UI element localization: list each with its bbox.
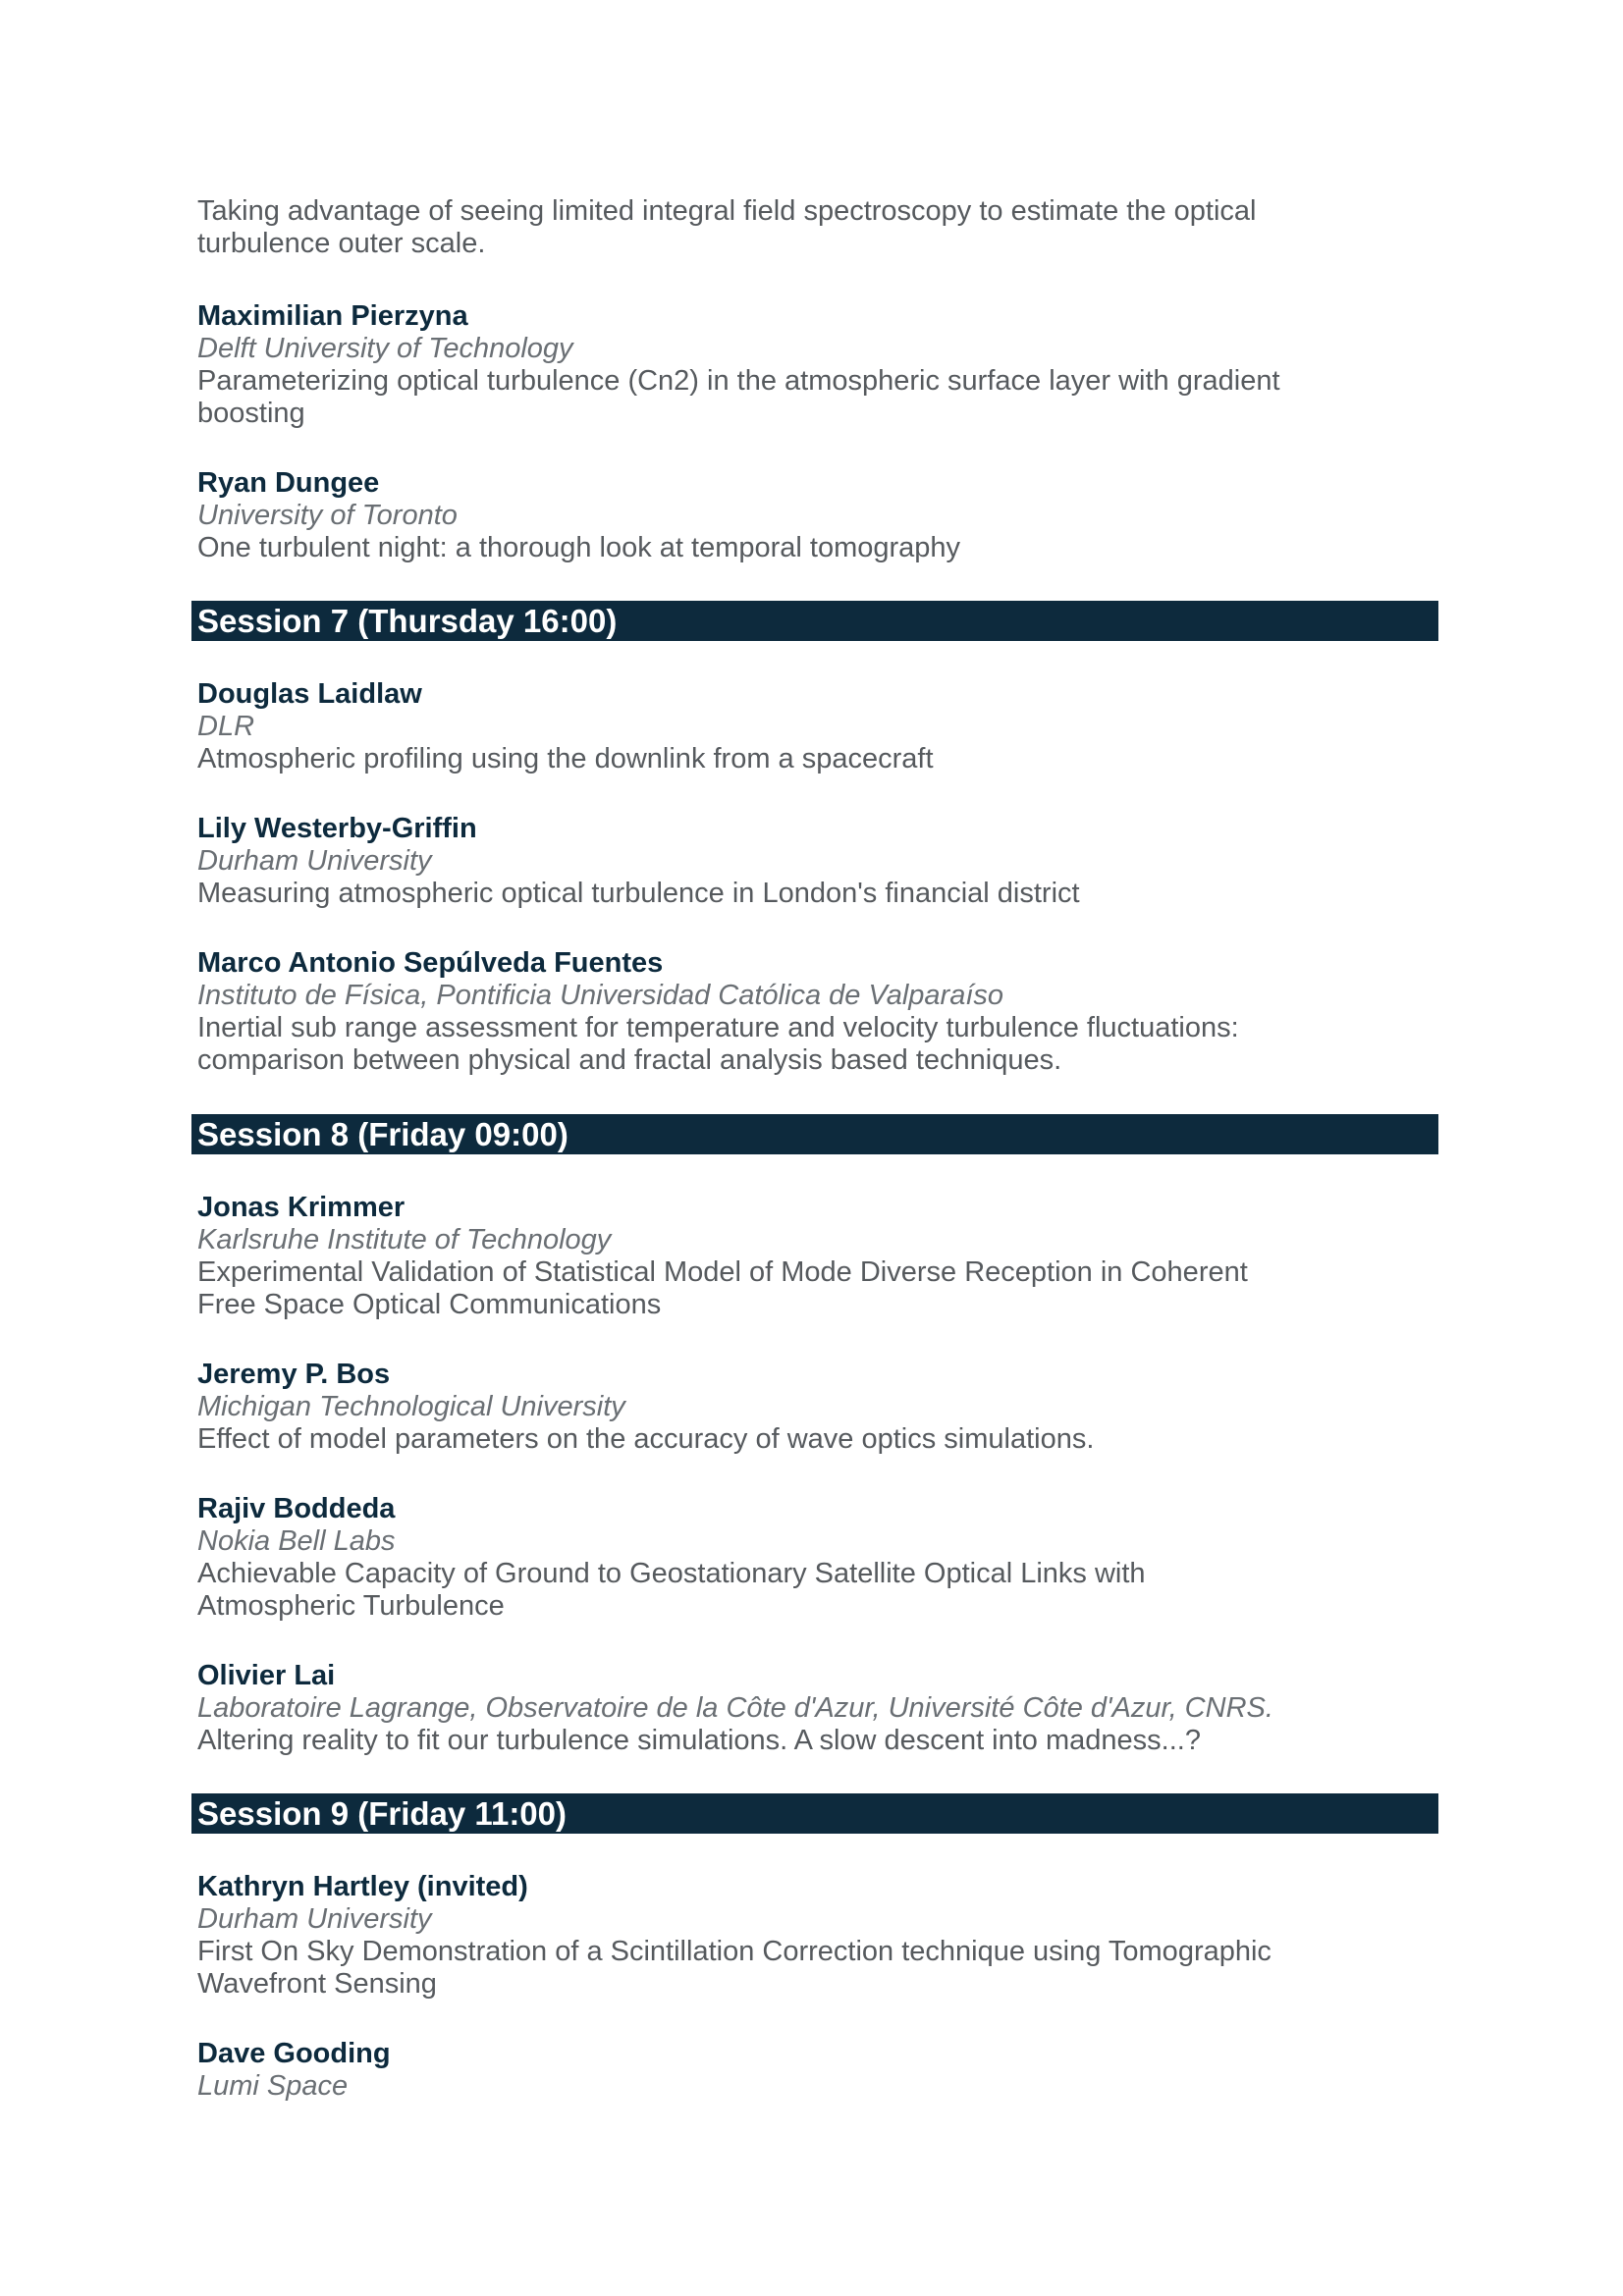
talk-title-line: Altering reality to fit our turbulence simulations. A slow descent into madness...? xyxy=(197,1725,1201,1756)
speaker-name: Kathryn Hartley (invited) xyxy=(197,1871,528,1902)
talk-entry xyxy=(197,1871,1444,2001)
speaker-name: Maximilian Pierzyna xyxy=(197,300,468,332)
talk-title-line: Wavefront Sensing xyxy=(197,1968,437,2000)
talk-entry xyxy=(197,300,1444,430)
talk-title-line: Experimental Validation of Statistical Model of Mode Diverse Reception in Coherent xyxy=(197,1256,1248,1288)
talk-entry xyxy=(197,1192,1444,1321)
speaker-name: Jeremy P. Bos xyxy=(197,1359,391,1390)
talk-entry xyxy=(197,678,1444,775)
title-line: Taking advantage of seeing limited integral field spectroscopy to estimate the optical xyxy=(197,195,1257,227)
speaker-affiliation: Instituto de Física, Pontificia Universidad Católica de Valparaíso xyxy=(197,980,1004,1011)
talk-entry xyxy=(197,467,1444,564)
talk-entry xyxy=(197,1359,1444,1456)
speaker-affiliation: Delft University of Technology xyxy=(197,333,573,364)
talk-title-line: Inertial sub range assessment for temperature and velocity turbulence fluctuations: xyxy=(197,1012,1239,1043)
talk-title-line: Free Space Optical Communications xyxy=(197,1289,662,1320)
speaker-affiliation: Lumi Space xyxy=(197,2070,349,2102)
speaker-affiliation: Durham University xyxy=(197,845,432,877)
speaker-affiliation: University of Toronto xyxy=(197,500,458,531)
speaker-name: Jonas Krimmer xyxy=(197,1192,406,1223)
session-heading: Session 9 (Friday 11:00) xyxy=(191,1793,1438,1834)
speaker-name: Olivier Lai xyxy=(197,1660,336,1691)
talk-entry xyxy=(197,2038,1444,2103)
talk-entry xyxy=(197,813,1444,910)
speaker-affiliation: Karlsruhe Institute of Technology xyxy=(197,1224,612,1255)
speaker-affiliation: Michigan Technological University xyxy=(197,1391,625,1422)
talk-title-line: First On Sky Demonstration of a Scintillation Correction technique using Tomographic xyxy=(197,1936,1271,1967)
speaker-name: Lily Westerby-Griffin xyxy=(197,813,477,844)
talk-title-line: Effect of model parameters on the accuracy of wave optics simulations. xyxy=(197,1423,1095,1455)
speaker-affiliation: Nokia Bell Labs xyxy=(197,1525,396,1557)
talk-title-line: Achievable Capacity of Ground to Geostationary Satellite Optical Links with xyxy=(197,1558,1146,1589)
speaker-name: Rajiv Boddeda xyxy=(197,1493,396,1524)
talk-title-line: comparison between physical and fractal analysis based techniques. xyxy=(197,1044,1062,1076)
talk-entry xyxy=(197,1493,1444,1623)
talk-title-line: boosting xyxy=(197,398,305,429)
speaker-name: Marco Antonio Sepúlveda Fuentes xyxy=(197,947,664,979)
speaker-affiliation: Durham University xyxy=(197,1903,432,1935)
talk-title-line: Parameterizing optical turbulence (Cn2) in the atmospheric surface layer with gradient xyxy=(197,365,1280,397)
talk-title-line: Atmospheric Turbulence xyxy=(197,1590,505,1622)
talk-title-line: One turbulent night: a thorough look at temporal tomography xyxy=(197,532,961,563)
continued-abstract-title xyxy=(197,195,1444,260)
speaker-name: Ryan Dungee xyxy=(197,467,380,499)
speaker-affiliation: DLR xyxy=(197,711,255,742)
speaker-affiliation: Laboratoire Lagrange, Observatoire de la Côte d'Azur, Université Côte d'Azur, CNRS. xyxy=(197,1692,1273,1724)
talk-title-line: Measuring atmospheric optical turbulence in London's financial district xyxy=(197,878,1080,909)
title-line: turbulence outer scale. xyxy=(197,228,486,259)
speaker-name: Dave Gooding xyxy=(197,2038,391,2069)
talk-title-line: Atmospheric profiling using the downlink from a spacecraft xyxy=(197,743,934,774)
speaker-name: Douglas Laidlaw xyxy=(197,678,422,710)
talk-entry xyxy=(197,1660,1444,1757)
talk-entry xyxy=(197,947,1444,1077)
session-heading: Session 8 (Friday 09:00) xyxy=(191,1114,1438,1154)
session-heading: Session 7 (Thursday 16:00) xyxy=(191,601,1438,641)
